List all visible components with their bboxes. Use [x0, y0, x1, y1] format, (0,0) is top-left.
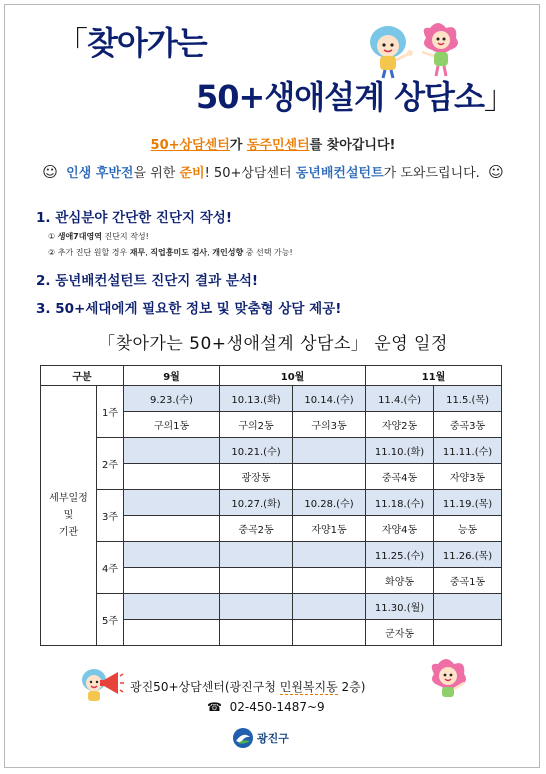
place-cell: 중곡4동 — [366, 464, 434, 490]
date-cell — [220, 594, 293, 620]
place-cell: 자양2동 — [366, 412, 434, 438]
date-cell: 9.23.(수) — [124, 386, 220, 412]
subtitle2-text2: ! 50+상담센터 — [204, 166, 296, 181]
place-cell — [293, 620, 366, 646]
category-cell — [41, 386, 97, 646]
mascot-characters-icon — [358, 18, 468, 80]
substep-2-text: 중 선택 가능! — [243, 248, 293, 257]
category-line2: 및 — [63, 510, 74, 521]
title-text-2: 50+생애설계 상담소 — [196, 78, 484, 116]
substep-2-personality: 개인성향 — [212, 248, 244, 257]
substep-1 — [48, 231, 149, 242]
date-cell — [293, 594, 366, 620]
subtitle2-prepare: 준비 — [179, 166, 205, 181]
header-september: 9월 — [124, 366, 220, 386]
subtitle2-second-half: 인생 후반전 — [66, 166, 134, 181]
footer-center-name: 광진50+상담센터(광진구청 — [130, 680, 280, 694]
date-cell: 11.25.(수) — [366, 542, 434, 568]
step-3: 3. 50+세대에게 필요한 정보 및 맞춤형 상담 제공! — [36, 301, 342, 317]
subtitle-help — [0, 162, 546, 181]
place-cell: 능동 — [434, 516, 502, 542]
place-cell — [293, 464, 366, 490]
smile-icon: ☺ — [42, 163, 58, 181]
header-category: 구분 — [41, 366, 124, 386]
week-cell: 2주 — [97, 438, 124, 490]
smile-icon: ☺ — [488, 163, 504, 181]
place-cell — [434, 620, 502, 646]
date-cell: 11.11.(수) — [434, 438, 502, 464]
substep-2-sep2: , — [207, 248, 213, 257]
date-cell: 10.28.(수) — [293, 490, 366, 516]
place-cell — [220, 568, 293, 594]
step-1: 1. 관심분야 간단한 진단지 작성! — [36, 210, 232, 226]
subtitle2-text1: 을 위한 — [133, 166, 180, 181]
date-cell: 11.26.(목) — [434, 542, 502, 568]
week-cell: 1주 — [97, 386, 124, 438]
gwangjin-logo — [232, 727, 289, 749]
date-cell — [124, 490, 220, 516]
schedule-title: 「찾아가는 50+생애설계 상담소」 운영 일정 — [98, 334, 448, 354]
substep-2-job-test: 직업흥미도 검사 — [150, 248, 208, 257]
substep-2-sep1: , — [145, 248, 151, 257]
place-cell: 군자동 — [366, 620, 434, 646]
table-row — [41, 386, 502, 412]
date-cell — [124, 594, 220, 620]
phone-number: 02-450-1487~9 — [229, 700, 325, 714]
table-row — [41, 594, 502, 620]
header-november: 11월 — [366, 366, 502, 386]
subtitle1-center: 50+상담센터 — [150, 138, 230, 153]
category-line3: 기관 — [58, 527, 79, 538]
subtitle1-community-center: 동주민센터 — [246, 138, 310, 153]
footer-building: 민원복지동 — [279, 680, 338, 694]
table-row — [41, 542, 502, 568]
place-cell: 자양3동 — [434, 464, 502, 490]
week-cell: 4주 — [97, 542, 124, 594]
place-cell — [124, 464, 220, 490]
place-cell: 자양1동 — [293, 516, 366, 542]
header-october: 10월 — [220, 366, 366, 386]
place-cell — [124, 620, 220, 646]
place-cell: 화양동 — [366, 568, 434, 594]
step-2: 2. 동년배컨설턴트 진단지 결과 분석! — [36, 273, 259, 289]
date-cell — [124, 438, 220, 464]
title-bracket-close: 」 — [483, 78, 515, 116]
date-cell: 10.13.(화) — [220, 386, 293, 412]
date-cell: 11.30.(월) — [366, 594, 434, 620]
place-cell: 구의1동 — [124, 412, 220, 438]
date-cell: 11.19.(목) — [434, 490, 502, 516]
date-cell: 11.18.(수) — [366, 490, 434, 516]
logo-text: 광진구 — [257, 732, 289, 745]
date-cell: 11.5.(목) — [434, 386, 502, 412]
subtitle2-consultant: 동년배컨설턴트 — [295, 166, 384, 181]
substep-1-text: 진단지 작성! — [101, 232, 149, 241]
place-cell — [220, 620, 293, 646]
substep-1-bold: 생애7대영역 — [57, 232, 102, 241]
substep-2 — [48, 247, 293, 258]
subtitle1-ending: 를 찾아갑니다! — [309, 138, 396, 153]
place-cell — [124, 568, 220, 594]
date-cell — [220, 542, 293, 568]
flower-mascot-icon — [424, 656, 472, 700]
week-cell: 3주 — [97, 490, 124, 542]
week-cell: 5주 — [97, 594, 124, 646]
subtitle2-text3: 가 도와드립니다. — [383, 166, 480, 181]
gwangjin-emblem-icon — [232, 727, 254, 749]
place-cell: 구의2동 — [220, 412, 293, 438]
substep-2-num: ② — [48, 248, 56, 257]
megaphone-mascot-icon — [80, 664, 124, 704]
place-cell: 구의3동 — [293, 412, 366, 438]
subtitle-visit — [0, 134, 546, 153]
footer-center — [130, 678, 365, 695]
place-cell: 중곡1동 — [434, 568, 502, 594]
date-cell: 10.14.(수) — [293, 386, 366, 412]
date-cell: 10.21.(수) — [220, 438, 293, 464]
place-cell: 중곡2동 — [220, 516, 293, 542]
category-line1: 세부일정 — [49, 493, 88, 504]
table-row — [41, 490, 502, 516]
place-cell — [124, 516, 220, 542]
substep-2-pre: 추가 진단 원할 경우 — [55, 248, 130, 257]
date-cell — [293, 542, 366, 568]
date-cell: 10.27.(화) — [220, 490, 293, 516]
date-cell — [434, 594, 502, 620]
footer-floor: 2층) — [337, 680, 366, 694]
title-line1 — [56, 18, 207, 64]
table-header-row — [41, 366, 502, 386]
footer-phone — [207, 700, 325, 714]
title-text-1: 찾아가는 — [87, 24, 207, 62]
date-cell: 11.10.(화) — [366, 438, 434, 464]
schedule-table — [40, 365, 502, 646]
place-cell: 광장동 — [220, 464, 293, 490]
phone-icon: ☎ — [207, 700, 222, 714]
table-row — [41, 438, 502, 464]
date-cell — [293, 438, 366, 464]
place-cell: 자양4동 — [366, 516, 434, 542]
title-bracket-open: 「 — [56, 24, 88, 62]
date-cell: 11.4.(수) — [366, 386, 434, 412]
subtitle1-particle1: 가 — [229, 138, 247, 153]
date-cell — [124, 542, 220, 568]
substep-1-num: ① — [48, 232, 56, 241]
place-cell: 중곡3동 — [434, 412, 502, 438]
place-cell — [293, 568, 366, 594]
substep-2-finance: 재무 — [129, 248, 146, 257]
